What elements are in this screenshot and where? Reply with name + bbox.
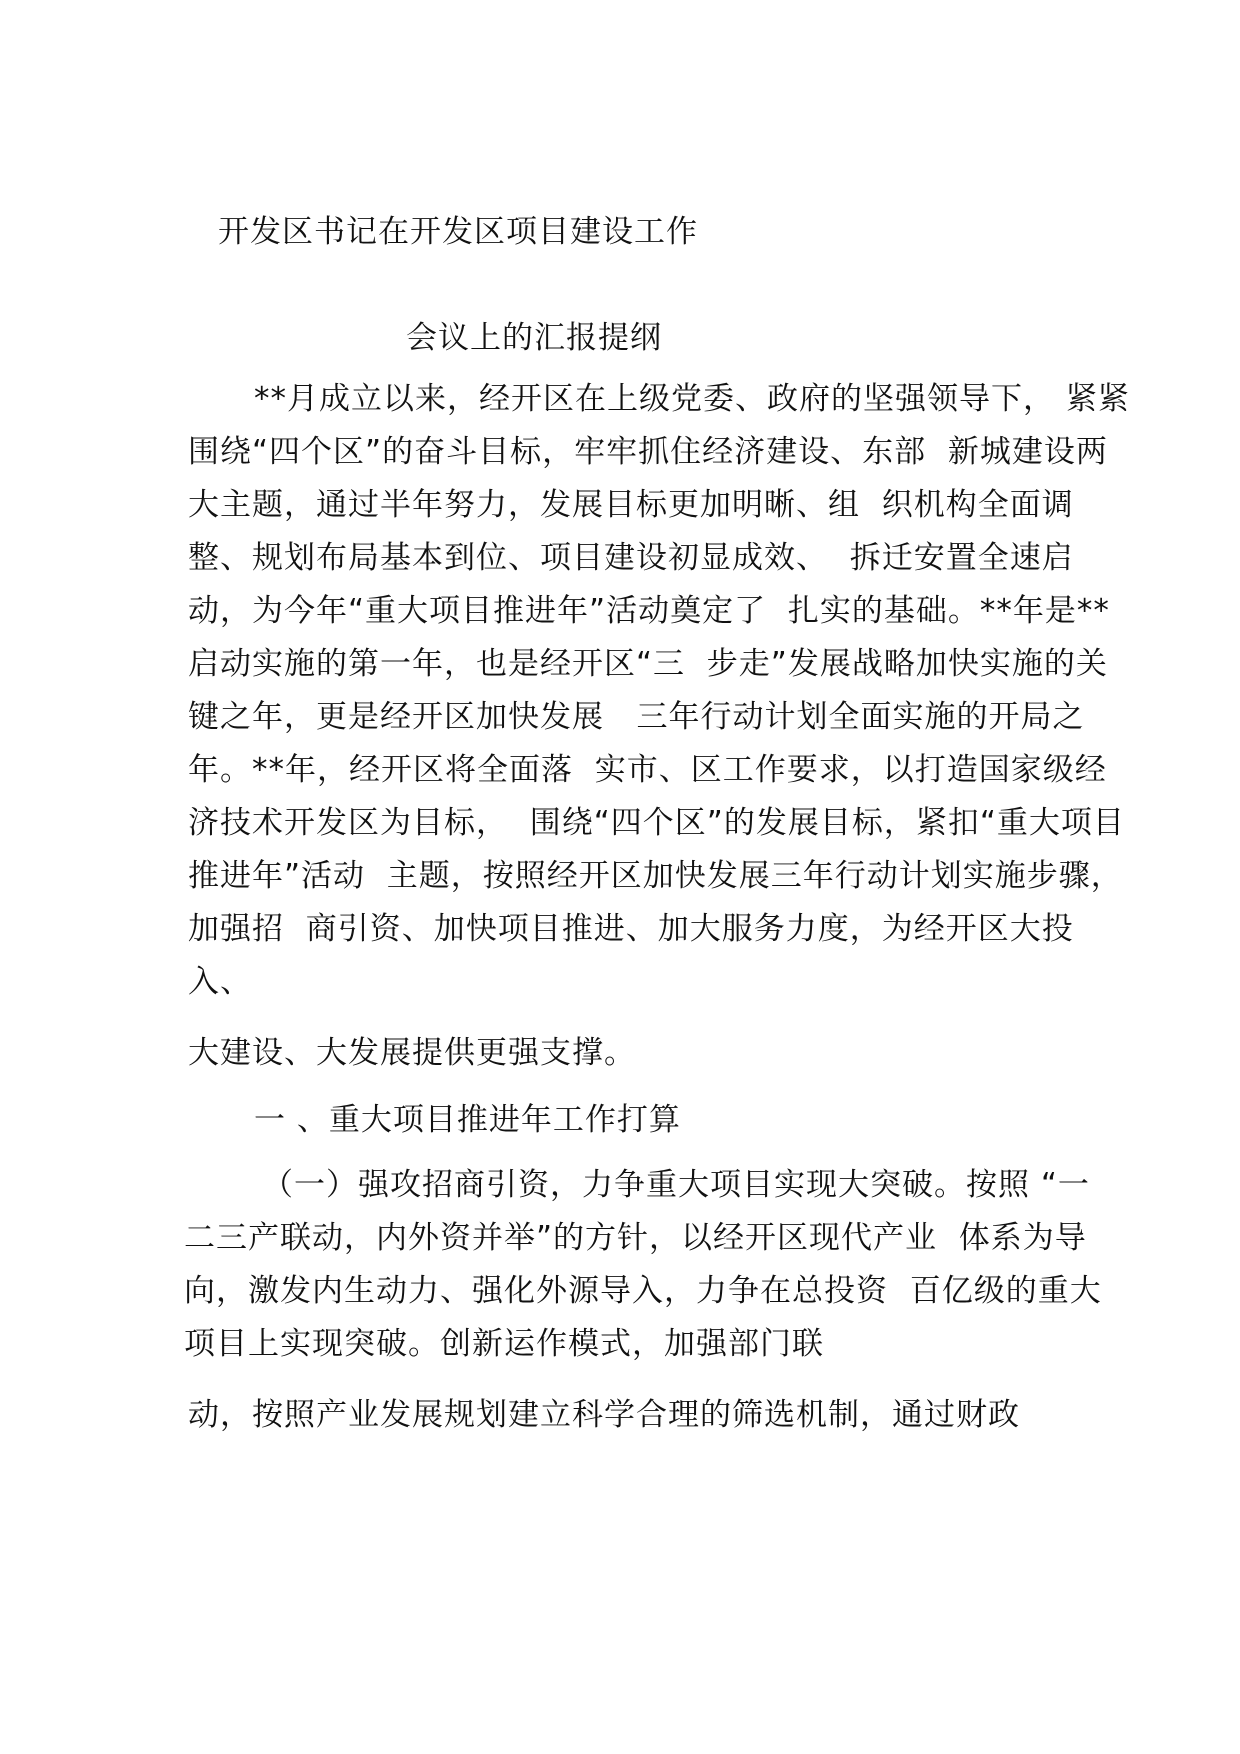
paragraph-line: 动，为今年“重大项目推进年”活动奠定了 扎实的基础。**年是** bbox=[188, 593, 1110, 629]
paragraph-line: 项目上实现突破。创新运作模式，加强部门联 bbox=[184, 1326, 824, 1362]
paragraph-line: 向，激发内生动力、强化外源导入，力争在总投资 百亿级的重大 bbox=[184, 1273, 1102, 1309]
paragraph-line: 加强招 商引资、加快项目推进、加大服务力度，为经开区大投 bbox=[188, 911, 1074, 947]
paragraph-line: 大主题，通过半年努力，发展目标更加明晰、组 织机构全面调 bbox=[188, 487, 1074, 523]
paragraph-line: 整、规划布局基本到位、项目建设初显成效、 拆迁安置全速启 bbox=[188, 540, 1074, 576]
paragraph-line: （一）强攻招商引资，力争重大项目实现大突破。按照 “一 bbox=[262, 1167, 1090, 1203]
section-heading: 一 、重大项目推进年工作打算 bbox=[254, 1102, 681, 1138]
paragraph-line: 济技术开发区为目标， 围绕“四个区”的发展目标，紧扣“重大项目 bbox=[188, 805, 1125, 841]
paragraph-line: 入、 bbox=[188, 964, 252, 1000]
paragraph-2-tail: 动，按照产业发展规划建立科学合理的筛选机制，通过财政 bbox=[188, 1397, 1020, 1433]
paragraph-line: 启动实施的第一年，也是经开区“三 步走”发展战略加快实施的关 bbox=[188, 646, 1108, 682]
document-title-line-1: 开发区书记在开发区项目建设工作 bbox=[218, 214, 698, 250]
paragraph-line: 围绕“四个区”的奋斗目标，牢牢抓住经济建设、东部 新城建设两 bbox=[188, 434, 1108, 470]
paragraph-line: 二三产联动，内外资并举”的方针，以经开区现代产业 体系为导 bbox=[184, 1220, 1087, 1256]
paragraph-line: 年。**年，经开区将全面落 实市、区工作要求，以打造国家级经 bbox=[188, 752, 1107, 788]
document-title-line-2: 会议上的汇报提纲 bbox=[406, 320, 662, 356]
paragraph-1-tail: 大建设、大发展提供更强支撑。 bbox=[188, 1035, 636, 1071]
paragraph-line: **月成立以来，经开区在上级党委、政府的坚强领导下， 紧紧 bbox=[254, 381, 1130, 417]
paragraph-line: 键之年，更是经开区加快发展 三年行动计划全面实施的开局之 bbox=[188, 699, 1085, 735]
paragraph-line: 推进年”活动 主题，按照经开区加快发展三年行动计划实施步骤， bbox=[188, 858, 1123, 894]
